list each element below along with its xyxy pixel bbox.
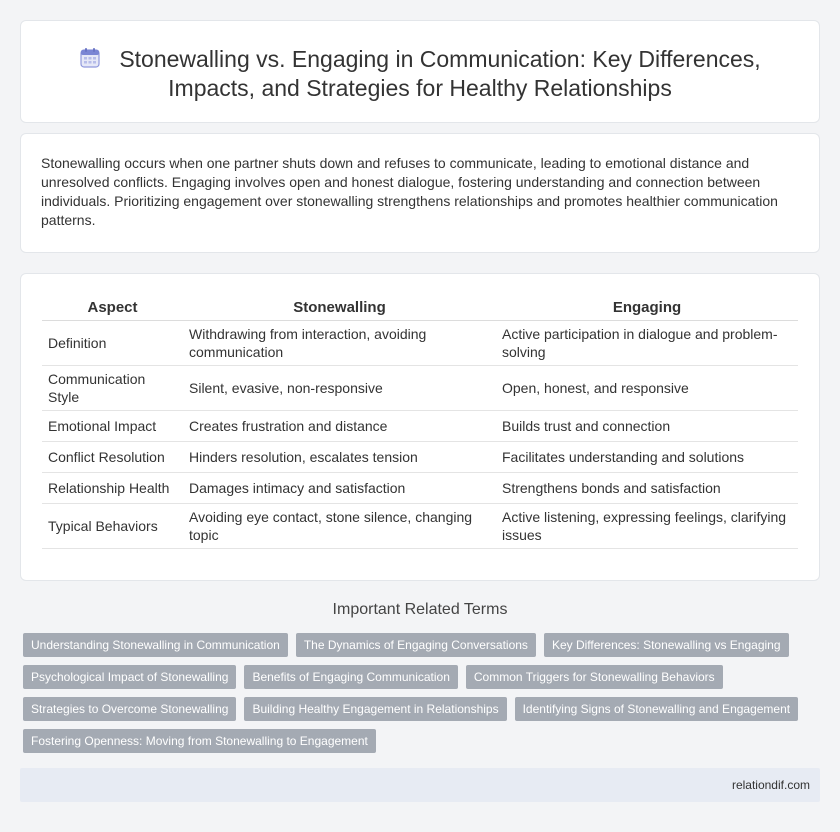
header-aspect: Aspect: [42, 296, 183, 320]
related-tag[interactable]: Identifying Signs of Stonewalling and Engagement: [515, 697, 799, 721]
page-title-text: Stonewalling vs. Engaging in Communication: Key Differences, Impacts, and Strategies for Healthy Relationships: [119, 46, 761, 101]
table-row: [42, 365, 798, 410]
related-tag[interactable]: Understanding Stonewalling in Communication: [23, 633, 288, 657]
table-cell-stonewalling: Avoiding eye contact, stone silence, changing topic: [183, 503, 496, 548]
related-tag[interactable]: Key Differences: Stonewalling vs Engaging: [544, 633, 789, 657]
table-cell-stonewalling: Silent, evasive, non-responsive: [183, 365, 496, 410]
comparison-card: [20, 273, 820, 581]
footer-bar: [20, 768, 820, 802]
table-cell-aspect: Conflict Resolution: [42, 441, 183, 472]
table-header-row: [42, 296, 798, 320]
related-tag[interactable]: Psychological Impact of Stonewalling: [23, 665, 236, 689]
related-tag[interactable]: Strategies to Overcome Stonewalling: [23, 697, 236, 721]
footer-site-link[interactable]: relationdif.com: [731, 778, 810, 792]
table-cell-stonewalling: Damages intimacy and satisfaction: [183, 472, 496, 503]
table-cell-engaging: Builds trust and connection: [496, 410, 798, 441]
comparison-table: [42, 296, 798, 549]
table-cell-engaging: Open, honest, and responsive: [496, 365, 798, 410]
page-title: [21, 45, 819, 103]
related-tag[interactable]: Building Healthy Engagement in Relationships: [244, 697, 506, 721]
table-cell-engaging: Strengthens bonds and satisfaction: [496, 472, 798, 503]
table-row: [42, 472, 798, 503]
table-cell-stonewalling: Withdrawing from interaction, avoiding communication: [183, 320, 496, 365]
table-cell-engaging: Facilitates understanding and solutions: [496, 441, 798, 472]
table-row: [42, 410, 798, 441]
related-terms-heading: Important Related Terms: [332, 601, 508, 618]
related-tags: [23, 633, 793, 761]
table-cell-engaging: Active participation in dialogue and problem-solving: [496, 320, 798, 365]
table-row: [42, 320, 798, 365]
calendar-icon: [79, 47, 101, 69]
related-tag[interactable]: Fostering Openness: Moving from Stonewalling to Engagement: [23, 729, 376, 753]
header-engaging: Engaging: [496, 296, 798, 320]
table-cell-aspect: Emotional Impact: [42, 410, 183, 441]
table-cell-stonewalling: Creates frustration and distance: [183, 410, 496, 441]
intro-card: [20, 133, 820, 253]
title-card: [20, 20, 820, 123]
table-cell-aspect: Relationship Health: [42, 472, 183, 503]
header-stonewalling: Stonewalling: [183, 296, 496, 320]
table-row: [42, 441, 798, 472]
related-tag[interactable]: Benefits of Engaging Communication: [244, 665, 457, 689]
table-cell-aspect: Definition: [42, 320, 183, 365]
related-tag[interactable]: Common Triggers for Stonewalling Behaviors: [466, 665, 723, 689]
table-cell-aspect: Communication Style: [42, 365, 183, 410]
intro-paragraph: Stonewalling occurs when one partner shuts down and refuses to communicate, leading to emotional distance and unresolved conflicts. Engaging involves open and honest dialogue, fostering understanding and connection between individuals. Prioritizing engagement over stonewalling strengthens relationships and promotes healthier communication patterns.: [41, 155, 778, 228]
table-cell-aspect: Typical Behaviors: [42, 503, 183, 548]
table-cell-stonewalling: Hinders resolution, escalates tension: [183, 441, 496, 472]
related-tag[interactable]: The Dynamics of Engaging Conversations: [296, 633, 536, 657]
table-cell-engaging: Active listening, expressing feelings, clarifying issues: [496, 503, 798, 548]
table-row: [42, 503, 798, 548]
